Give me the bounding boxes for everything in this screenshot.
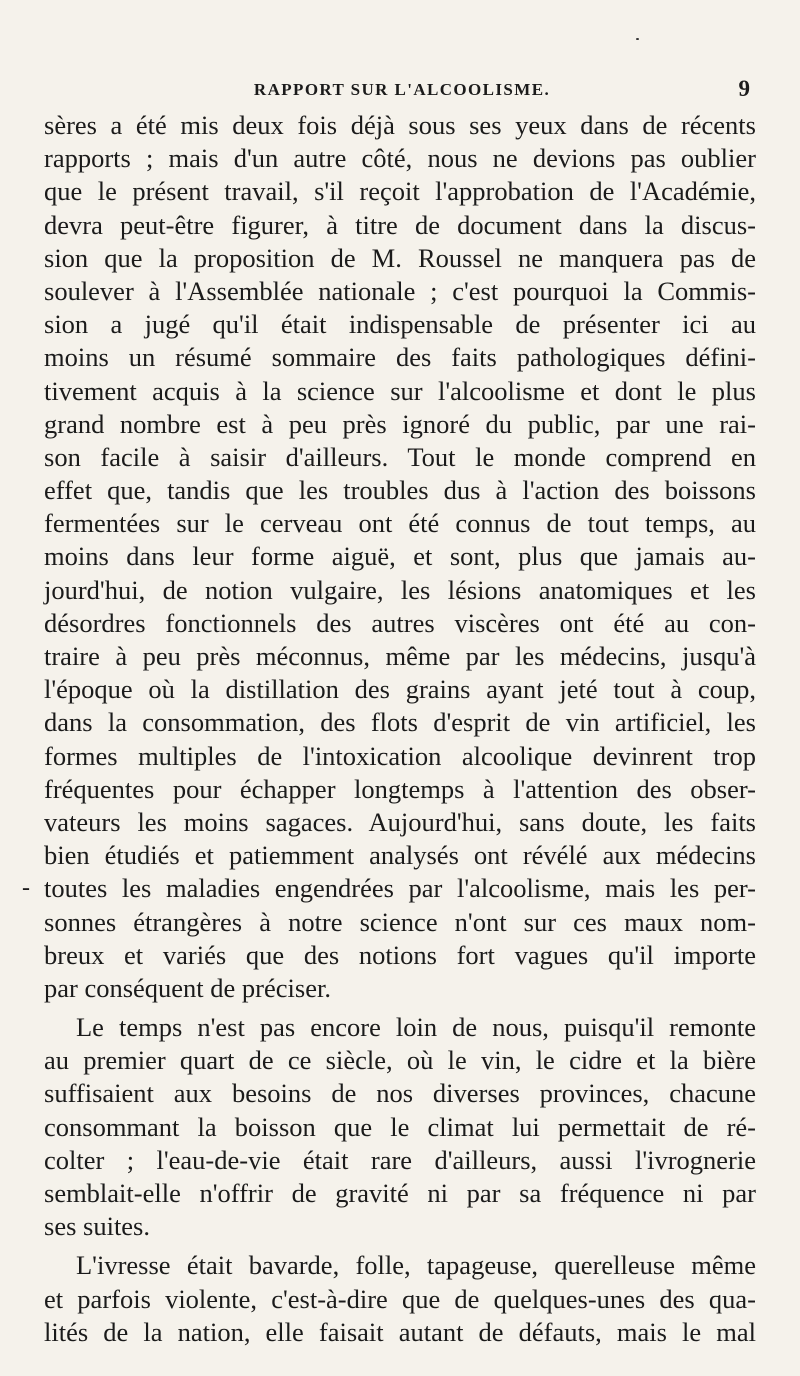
text-line: devra peut-être figurer, à titre de document dans la discus-	[44, 209, 756, 240]
text-line: que le présent travail, s'il reçoit l'approbation de l'Académie,	[44, 176, 756, 207]
text-line: lités de la nation, elle faisait autant de défauts, mais le mal	[44, 1316, 756, 1347]
text-line: rapports ; mais d'un autre côté, nous ne devions pas oublier	[44, 143, 756, 174]
text-line: sion a jugé qu'il était indispensable de présenter ici au	[44, 309, 756, 340]
text-line: grand nombre est à peu près ignoré du public, par une rai-	[44, 408, 756, 439]
text-line: fermentées sur le cerveau ont été connus de tout temps, au	[44, 508, 756, 539]
text-line: suffisaient aux besoins de nos diverses provinces, chacune	[44, 1078, 756, 1109]
text-line: et parfois violente, c'est-à-dire que de quelques-unes des qua-	[44, 1283, 756, 1314]
text-line: tivement acquis à la science sur l'alcoolisme et dont le plus	[44, 375, 756, 406]
text-line: sères a été mis deux fois déjà sous ses yeux dans de récents	[44, 110, 756, 140]
text-line: colter ; l'eau-de-vie était rare d'ailleurs, aussi l'ivrognerie	[44, 1144, 756, 1175]
text-line: dans la consommation, des flots d'esprit de vin artificiel, les	[44, 707, 756, 738]
text-line-with-margin-mark	[22, 872, 756, 905]
text-line: l'époque où la distillation des grains ayant jeté tout à coup,	[44, 674, 756, 705]
text-line: L'ivresse était bavarde, folle, tapageuse, querelleuse même	[76, 1250, 756, 1281]
text-line: formes multiples de l'intoxication alcoolique devinrent trop	[44, 740, 756, 771]
body-text	[22, 109, 756, 1349]
running-title: RAPPORT SUR L'ALCOOLISME.	[253, 80, 551, 99]
margin-mark: -	[22, 875, 30, 902]
text-line: vateurs les moins sagaces. Aujourd'hui, sans doute, les faits	[44, 806, 756, 837]
text-line: effet que, tandis que les troubles dus à l'action des boissons	[44, 475, 756, 506]
text-line: désordres fonctionnels des autres viscères ont été au con-	[44, 607, 756, 638]
text-line: jourd'hui, de notion vulgaire, les lésions anatomiques et les	[44, 574, 756, 605]
page-number: 9	[738, 76, 750, 101]
text-line: par conséquent de préciser.	[44, 972, 331, 1003]
text-line: moins dans leur forme aiguë, et sont, plus que jamais au-	[44, 541, 756, 572]
text-line: moins un résumé sommaire des faits pathologiques défini-	[44, 342, 756, 373]
text-line: Le temps n'est pas encore loin de nous, puisqu'il remonte	[76, 1012, 756, 1043]
text-line: consommant la boisson que le climat lui permettait de ré-	[44, 1111, 756, 1142]
text-line: fréquentes pour échapper longtemps à l'attention des obser-	[44, 773, 756, 804]
text-line: bien étudiés et patiemment analysés ont révélé aux médecins	[44, 840, 756, 871]
text-line: ses suites.	[44, 1211, 150, 1242]
text-line: semblait-elle n'offrir de gravité ni par sa fréquence ni par	[44, 1178, 756, 1208]
text-line: au premier quart de ce siècle, où le vin, le cidre et la bière	[44, 1045, 756, 1076]
text-line-content: toutes les maladies engendrées par l'alcoolisme, mais les per-	[44, 873, 756, 904]
text-line: soulever à l'Assemblée nationale ; c'est pourquoi la Commis-	[44, 275, 756, 306]
running-head	[40, 76, 764, 106]
text-line: sion que la proposition de M. Roussel ne manquera pas de	[44, 242, 756, 273]
text-line: son facile à saisir d'ailleurs. Tout le monde comprend en	[44, 441, 756, 472]
text-line: breux et variés que des notions fort vagues qu'il importe	[44, 939, 756, 970]
text-line: traire à peu près méconnus, même par les médecins, jusqu'à	[44, 641, 756, 671]
text-line: sonnes étrangères à notre science n'ont sur ces maux nom-	[44, 906, 756, 937]
print-speck	[636, 38, 639, 40]
